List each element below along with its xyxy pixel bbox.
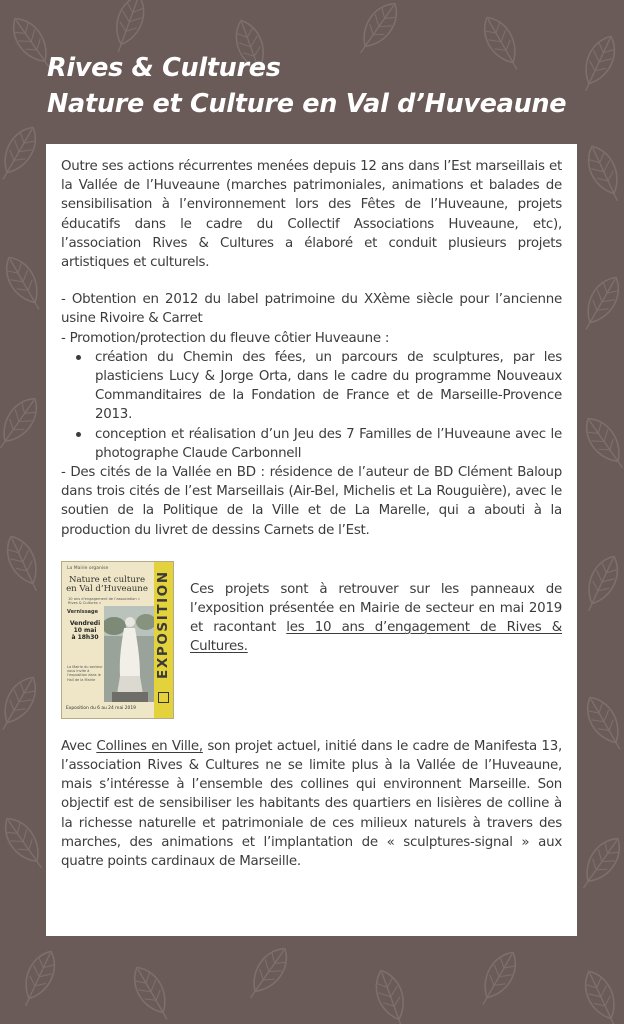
bullet-jeu-7-familles: conception et réalisation d’un Jeu des 7 Familles de l’Huveaune avec le photographe Claude Carbonnell bbox=[95, 425, 562, 463]
poster-vernissage: Vernissage bbox=[67, 608, 99, 615]
title-line-1: Rives & Cultures bbox=[47, 53, 281, 83]
collines-paragraph bbox=[61, 737, 562, 871]
project-label-patrimoine: - Obtention en 2012 du label patrimoine du XXème siècle pour l’ancienne usine Rivoire & Carret bbox=[61, 292, 562, 327]
exposition-text: Ces projets sont à retrouver sur les panneaux de l’exposition présentée en Mairie de secteur en mai 2019 et racontant bbox=[190, 581, 562, 636]
poster-title: Nature et culture en Val d’Huveaune bbox=[66, 574, 148, 595]
poster-note: La Mairie du secteur vous invite à l’exposition dans le Hall de la Mairie bbox=[67, 664, 103, 682]
page-header bbox=[47, 50, 607, 122]
exposition-poster-image bbox=[61, 561, 174, 719]
collines-text-after: son projet actuel, initié dans le cadre de Manifesta 13, l’association Rives & Cultures ne se limite plus à la Vallée de l’Huveaune, mais s’intéresse à l’ensemble des collines qui environnent Marseille. Son objectif est de sensibiliser les habitants des quartiers en lisières de colline à la richesse naturelle et patrimoniale de ces milieux naturels à travers des marches, des animations et l’implantation de « sculptures-signal » aux quatre points cardinaux de Marseille. bbox=[61, 738, 562, 870]
exposition-section bbox=[61, 561, 562, 719]
poster-date: Vendredi 10 mai à 18h30 bbox=[69, 619, 101, 641]
collines-en-ville-link[interactable]: Collines en Ville, bbox=[96, 738, 203, 754]
poster-footer: Exposition du 6 au 24 mai 2019 bbox=[66, 705, 136, 711]
poster-logo-icon bbox=[158, 692, 169, 703]
exposition-text-block bbox=[190, 561, 562, 719]
poster-subtitle: 10 ans d’engagement de l’association « Rives & Cultures » bbox=[68, 596, 140, 606]
poster-header: La Mairie organise bbox=[67, 565, 109, 571]
project-huveaune-heading: - Promotion/protection du fleuve côtier Huveaune : bbox=[61, 330, 390, 346]
statue-photo bbox=[104, 606, 154, 702]
huveaune-bullet-list bbox=[61, 348, 562, 463]
poster-vertical-text: EXPOSITION bbox=[155, 570, 171, 680]
bullet-chemin-des-fees: création du Chemin des fées, un parcours de sculptures, par les plasticiens Lucy & Jorge Orta, dans le cadre du programme Nouveaux Commanditaires de la Fondation de France et de Marseille-Provence 2013. bbox=[95, 348, 562, 425]
collines-text-before: Avec bbox=[61, 738, 97, 754]
intro-paragraph: Outre ses actions récurrentes menées depuis 12 ans dans l’Est marseillais et la Vallée de l’Huveaune (marches patrimoniales, animations et balades de sensibilisation à l’environnement lors des Fêtes de l’Huveaune, projets éducatifs dans le cadre du Collectif Associations Huveaune, etc), l’association Rives & Cultures a élaboré et conduit plusieurs projets artistiques et culturels. bbox=[61, 159, 562, 271]
title-line-2: Nature et Culture en Val d’Huveaune bbox=[47, 89, 567, 119]
exposition-paragraph bbox=[190, 580, 562, 657]
content-panel bbox=[46, 144, 577, 936]
project-cites-bd: - Des cités de la Vallée en BD : résidence de l’auteur de BD Clément Baloup dans trois cités de l’est Marseillais (Air-Bel, Michelis et La Rouguière), avec le soutien de la Politique de la Ville et de La Marelle, qui a abouti à la production du livret de dessins Carnets de l’Est. bbox=[61, 465, 562, 538]
exposition-link[interactable]: les 10 ans d’engagement de Rives & Cultures. bbox=[190, 620, 562, 655]
